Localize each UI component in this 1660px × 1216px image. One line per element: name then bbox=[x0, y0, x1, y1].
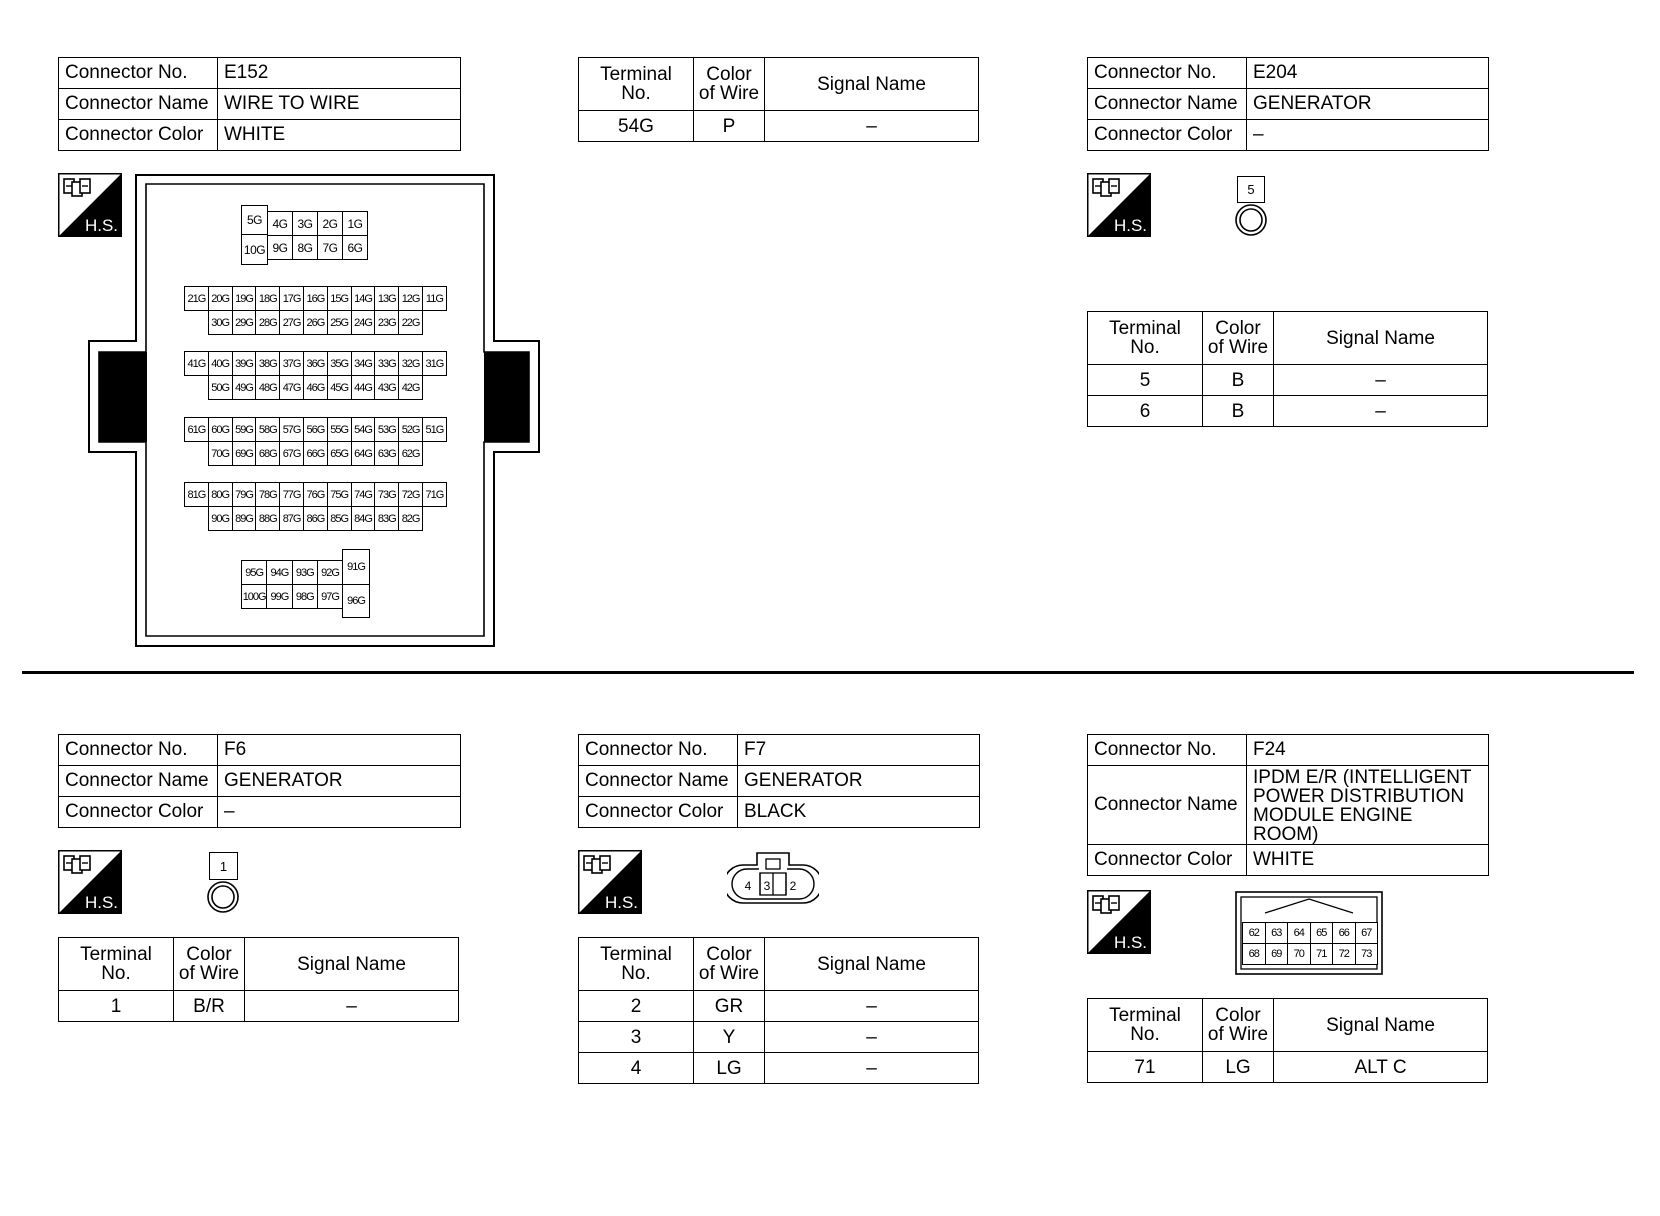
pin-cell: 77G bbox=[279, 482, 304, 507]
pin-cell: 76G bbox=[303, 482, 328, 507]
ring-terminal-icon bbox=[1234, 203, 1268, 237]
signal-name-header: Signal Name bbox=[1274, 999, 1488, 1052]
e152-connector-info bbox=[58, 57, 461, 151]
terminal-label: 5 bbox=[1247, 182, 1255, 197]
terminal-cell: 71 bbox=[1088, 1052, 1203, 1083]
hs-label: H.S. bbox=[84, 893, 118, 912]
table-row bbox=[579, 111, 979, 142]
pin-cell: 86G bbox=[303, 506, 328, 531]
signal-name-header: Signal Name bbox=[765, 938, 979, 991]
pin-cell: 65G bbox=[327, 441, 352, 466]
hs-label: H.S. bbox=[1113, 933, 1147, 952]
connector-name-label: Connector Name bbox=[59, 766, 218, 797]
f6-terminal-table bbox=[58, 937, 459, 1022]
pin-cell: 63 bbox=[1265, 922, 1289, 944]
pin-cell: 17G bbox=[279, 286, 304, 311]
pin-cell: 50G bbox=[208, 375, 233, 400]
section-divider bbox=[22, 671, 1634, 674]
pin-cell: 79G bbox=[232, 482, 257, 507]
pin-cell: 72 bbox=[1332, 943, 1356, 965]
connector-color-label: Connector Color bbox=[1088, 845, 1247, 876]
pin-cell: 25G bbox=[327, 310, 352, 335]
pin-cell: 52G bbox=[398, 417, 423, 442]
pin-cell: 98G bbox=[292, 584, 318, 609]
pin-cell: 97G bbox=[317, 584, 343, 609]
pin-cell: 67 bbox=[1355, 922, 1379, 944]
pin-cell: 7G bbox=[317, 235, 343, 260]
f24-connector-info bbox=[1087, 734, 1489, 876]
pin-cell: 73G bbox=[374, 482, 399, 507]
pin-cell: 13G bbox=[374, 286, 399, 311]
pin-cell: 66G bbox=[303, 441, 328, 466]
pin-cell: 88G bbox=[255, 506, 280, 531]
pin-cell: 36G bbox=[303, 351, 328, 376]
wire-color-cell: B/R bbox=[174, 991, 245, 1022]
pin-cell: 33G bbox=[374, 351, 399, 376]
connector-color-value: – bbox=[218, 797, 461, 828]
table-row bbox=[1088, 365, 1488, 396]
pin-cell: 47G bbox=[279, 375, 304, 400]
connector-color-value: WHITE bbox=[1247, 845, 1489, 876]
pin-cell: 30G bbox=[208, 310, 233, 335]
signal-cell: – bbox=[765, 111, 979, 142]
pin-cell: 53G bbox=[374, 417, 399, 442]
pin-cell: 45G bbox=[327, 375, 352, 400]
hs-label: H.S. bbox=[1113, 216, 1147, 235]
wire-color-cell: B bbox=[1203, 365, 1274, 396]
color-of-wire-header: Color of Wire bbox=[1203, 999, 1274, 1052]
connector-name-value: GENERATOR bbox=[1247, 89, 1489, 120]
connector-color-value: WHITE bbox=[218, 120, 461, 151]
pin-cell: 9G bbox=[267, 235, 293, 260]
terminal-no-header: Terminal No. bbox=[59, 938, 174, 991]
connector-name-value: IPDM E/R (INTELLIGENT POWER DISTRIBUTION MODULE ENGINE ROOM) bbox=[1247, 766, 1489, 845]
pin-cell: 8G bbox=[292, 235, 318, 260]
connector-color-label: Connector Color bbox=[59, 120, 218, 151]
f7-terminal-table bbox=[578, 937, 979, 1084]
pin-cell: 15G bbox=[327, 286, 352, 311]
pin-cell: 63G bbox=[374, 441, 399, 466]
pin-cell: 57G bbox=[279, 417, 304, 442]
pin-cell: 90G bbox=[208, 506, 233, 531]
table-row bbox=[1088, 396, 1488, 427]
f6-connector-info bbox=[58, 734, 461, 828]
signal-cell: – bbox=[765, 1022, 979, 1053]
pin-cell: 28G bbox=[255, 310, 280, 335]
connector-no-value: E152 bbox=[218, 58, 461, 89]
pin-cell: 43G bbox=[374, 375, 399, 400]
pin-cell: 73 bbox=[1355, 943, 1379, 965]
pin-cell: 59G bbox=[232, 417, 257, 442]
pin-cell: 89G bbox=[232, 506, 257, 531]
connector-name-value: GENERATOR bbox=[738, 766, 980, 797]
pin-cell: 78G bbox=[255, 482, 280, 507]
pin-cell: 56G bbox=[303, 417, 328, 442]
pin-cell: 2G bbox=[317, 211, 343, 236]
pin-cell: 75G bbox=[327, 482, 352, 507]
pin-cell: 84G bbox=[351, 506, 376, 531]
connector-name-value: WIRE TO WIRE bbox=[218, 89, 461, 120]
e204-terminal-table bbox=[1087, 311, 1488, 427]
pin-cell: 6G bbox=[342, 235, 368, 260]
connector-no-value: F7 bbox=[738, 735, 980, 766]
wire-color-cell: LG bbox=[694, 1053, 765, 1084]
right-latch bbox=[484, 352, 529, 442]
pin-cell: 74G bbox=[351, 482, 376, 507]
pin-cell: 16G bbox=[303, 286, 328, 311]
terminal-no-header: Terminal No. bbox=[1088, 312, 1203, 365]
pin-cell: 72G bbox=[398, 482, 423, 507]
pin-cell: 34G bbox=[351, 351, 376, 376]
pin-cell: 96G bbox=[342, 584, 370, 618]
table-row bbox=[579, 1022, 979, 1053]
connector-name-label: Connector Name bbox=[1088, 766, 1247, 845]
pin-cell: 49G bbox=[232, 375, 257, 400]
pin-cell: 67G bbox=[279, 441, 304, 466]
signal-cell: – bbox=[1274, 396, 1488, 427]
connector-name-label: Connector Name bbox=[59, 89, 218, 120]
pin-cell: 62G bbox=[398, 441, 423, 466]
hs-icon bbox=[578, 850, 642, 914]
table-row bbox=[59, 991, 459, 1022]
pin-cell: 87G bbox=[279, 506, 304, 531]
f24-terminal-table bbox=[1087, 998, 1488, 1083]
pin-cell: 31G bbox=[422, 351, 447, 376]
pin-cell: 93G bbox=[292, 560, 318, 585]
f7-connector-face bbox=[727, 851, 819, 905]
pin-cell: 19G bbox=[232, 286, 257, 311]
pin-cell: 70G bbox=[208, 441, 233, 466]
pin-cell: 61G bbox=[184, 417, 209, 442]
color-of-wire-header: Color of Wire bbox=[174, 938, 245, 991]
pin-cell: 48G bbox=[255, 375, 280, 400]
terminal-cell: 4 bbox=[579, 1053, 694, 1084]
signal-cell: – bbox=[765, 991, 979, 1022]
color-of-wire-header: Color of Wire bbox=[1203, 312, 1274, 365]
terminal-label-box bbox=[209, 852, 238, 880]
signal-name-header: Signal Name bbox=[245, 938, 459, 991]
hs-icon bbox=[1087, 173, 1151, 237]
terminal-cell: 6 bbox=[1088, 396, 1203, 427]
hs-label: H.S. bbox=[604, 893, 638, 912]
pin-cell: 26G bbox=[303, 310, 328, 335]
pin-label: 2 bbox=[789, 879, 797, 893]
pin-cell: 58G bbox=[255, 417, 280, 442]
connector-no-label: Connector No. bbox=[1088, 58, 1247, 89]
connector-no-value: F6 bbox=[218, 735, 461, 766]
pin-cell: 40G bbox=[208, 351, 233, 376]
pin-cell: 11G bbox=[422, 286, 447, 311]
pin-cell: 18G bbox=[255, 286, 280, 311]
pin-cell: 94G bbox=[266, 560, 292, 585]
terminal-cell: 5 bbox=[1088, 365, 1203, 396]
f7-connector-info bbox=[578, 734, 980, 828]
pin-label: 4 bbox=[744, 879, 752, 893]
terminal-cell: 1 bbox=[59, 991, 174, 1022]
connector-no-label: Connector No. bbox=[579, 735, 738, 766]
pin-cell: 44G bbox=[351, 375, 376, 400]
pin-cell: 80G bbox=[208, 482, 233, 507]
connector-no-label: Connector No. bbox=[59, 58, 218, 89]
color-of-wire-header: Color of Wire bbox=[694, 938, 765, 991]
pin-cell: 24G bbox=[351, 310, 376, 335]
terminal-no-header: Terminal No. bbox=[579, 58, 694, 111]
connector-color-label: Connector Color bbox=[59, 797, 218, 828]
pin-cell: 12G bbox=[398, 286, 423, 311]
pin-cell: 46G bbox=[303, 375, 328, 400]
e204-connector-info bbox=[1087, 57, 1489, 151]
connector-color-label: Connector Color bbox=[1088, 120, 1247, 151]
table-row bbox=[579, 1053, 979, 1084]
pin-cell: 27G bbox=[279, 310, 304, 335]
pin-cell: 38G bbox=[255, 351, 280, 376]
hs-icon bbox=[1087, 890, 1151, 954]
pin-cell: 70 bbox=[1287, 943, 1311, 965]
pin-cell: 20G bbox=[208, 286, 233, 311]
pin-cell: 95G bbox=[241, 560, 267, 585]
wire-color-cell: LG bbox=[1203, 1052, 1274, 1083]
pin-cell: 81G bbox=[184, 482, 209, 507]
pin-cell: 51G bbox=[422, 417, 447, 442]
connector-no-value: F24 bbox=[1247, 735, 1489, 766]
pin-cell: 99G bbox=[266, 584, 292, 609]
pin-cell: 69G bbox=[232, 441, 257, 466]
terminal-cell: 3 bbox=[579, 1022, 694, 1053]
terminal-label: 1 bbox=[219, 858, 228, 874]
pin-cell: 4G bbox=[267, 211, 293, 236]
terminal-label-box bbox=[1237, 176, 1265, 203]
pin-cell: 92G bbox=[317, 560, 343, 585]
pin-cell: 41G bbox=[184, 351, 209, 376]
hs-label: H.S. bbox=[84, 216, 118, 235]
pin-cell: 32G bbox=[398, 351, 423, 376]
pin-cell: 82G bbox=[398, 506, 423, 531]
pin-cell: 71G bbox=[422, 482, 447, 507]
pin-cell: 29G bbox=[232, 310, 257, 335]
connector-no-value: E204 bbox=[1247, 58, 1489, 89]
pin-cell: 64 bbox=[1287, 922, 1311, 944]
pin-cell: 83G bbox=[374, 506, 399, 531]
pin-cell: 100G bbox=[241, 584, 267, 609]
pin-cell: 62 bbox=[1242, 922, 1266, 944]
table-row bbox=[1088, 1052, 1488, 1083]
wire-color-cell: P bbox=[694, 111, 765, 142]
pin-cell: 42G bbox=[398, 375, 423, 400]
e152-terminal-table bbox=[578, 57, 979, 142]
pin-cell: 69 bbox=[1265, 943, 1289, 965]
pin-cell: 21G bbox=[184, 286, 209, 311]
pin-cell: 68G bbox=[255, 441, 280, 466]
signal-cell: – bbox=[1274, 365, 1488, 396]
hs-icon bbox=[58, 850, 122, 914]
pin-cell: 14G bbox=[351, 286, 376, 311]
pin-cell: 85G bbox=[327, 506, 352, 531]
wire-color-cell: B bbox=[1203, 396, 1274, 427]
connector-color-label: Connector Color bbox=[579, 797, 738, 828]
color-of-wire-header: Color of Wire bbox=[694, 58, 765, 111]
pin-cell: 91G bbox=[342, 549, 370, 585]
pin-cell: 23G bbox=[374, 310, 399, 335]
signal-name-header: Signal Name bbox=[765, 58, 979, 111]
pin-cell: 68 bbox=[1242, 943, 1266, 965]
pin-cell: 1G bbox=[342, 211, 368, 236]
signal-name-header: Signal Name bbox=[1274, 312, 1488, 365]
left-latch bbox=[99, 352, 146, 442]
wire-color-cell: Y bbox=[694, 1022, 765, 1053]
connector-name-label: Connector Name bbox=[1088, 89, 1247, 120]
signal-cell: – bbox=[765, 1053, 979, 1084]
pin-cell: 3G bbox=[292, 211, 318, 236]
connector-no-label: Connector No. bbox=[1088, 735, 1247, 766]
pin-cell: 66 bbox=[1332, 922, 1356, 944]
terminal-cell: 2 bbox=[579, 991, 694, 1022]
connector-color-value: BLACK bbox=[738, 797, 980, 828]
signal-cell: – bbox=[245, 991, 459, 1022]
connector-name-value: GENERATOR bbox=[218, 766, 461, 797]
connector-name-label: Connector Name bbox=[579, 766, 738, 797]
connector-no-label: Connector No. bbox=[59, 735, 218, 766]
pin-cell: 39G bbox=[232, 351, 257, 376]
pin-cell: 54G bbox=[351, 417, 376, 442]
pin-cell: 55G bbox=[327, 417, 352, 442]
pin-cell: 60G bbox=[208, 417, 233, 442]
pin-cell: 71 bbox=[1310, 943, 1334, 965]
pin-cell: 64G bbox=[351, 441, 376, 466]
ring-terminal-icon bbox=[206, 880, 240, 914]
pin-cell: 5G bbox=[241, 205, 268, 235]
pin-cell: 22G bbox=[398, 310, 423, 335]
connector-color-value: – bbox=[1247, 120, 1489, 151]
terminal-cell: 54G bbox=[579, 111, 694, 142]
pin-cell: 37G bbox=[279, 351, 304, 376]
pin-cell: 35G bbox=[327, 351, 352, 376]
signal-cell: ALT C bbox=[1274, 1052, 1488, 1083]
table-row bbox=[579, 991, 979, 1022]
terminal-no-header: Terminal No. bbox=[579, 938, 694, 991]
pin-cell: 65 bbox=[1310, 922, 1334, 944]
pin-label: 3 bbox=[763, 879, 771, 893]
pin-cell: 10G bbox=[241, 234, 268, 265]
terminal-no-header: Terminal No. bbox=[1088, 999, 1203, 1052]
wire-color-cell: GR bbox=[694, 991, 765, 1022]
